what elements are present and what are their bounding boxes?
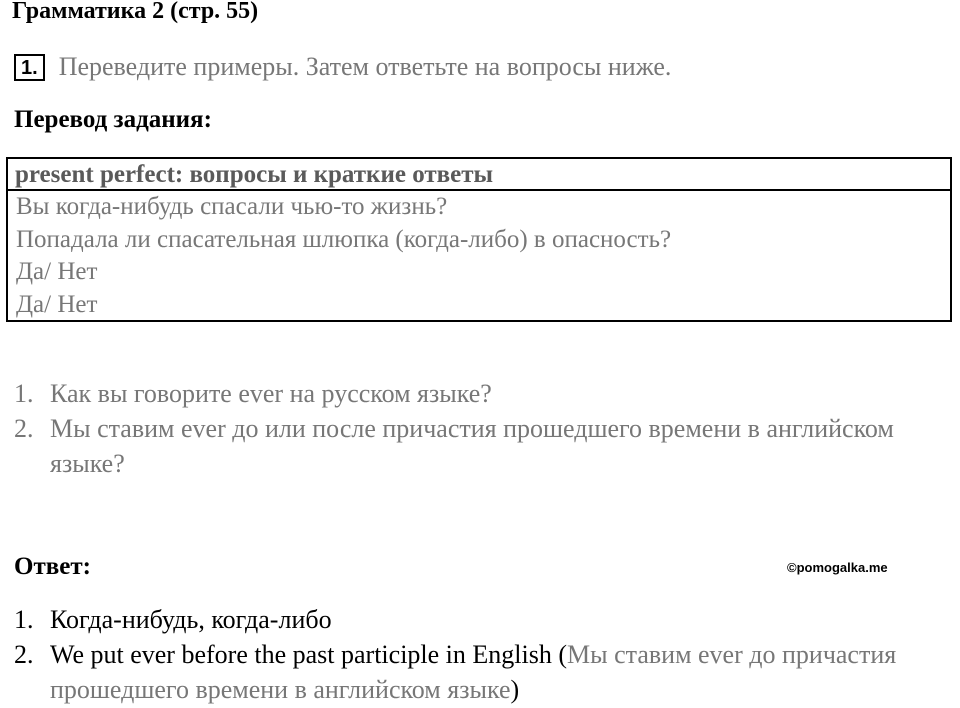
page-title: Грамматика 2 (стр. 55) — [12, 0, 259, 24]
grammar-box-line: Да/ Нет — [16, 290, 98, 318]
question-number: 2. — [14, 414, 34, 443]
watermark: ©pomogalka.me — [787, 560, 888, 575]
answer-main-text: We put ever before the past participle in English — [50, 640, 559, 669]
grammar-box-body — [8, 191, 950, 321]
questions-list — [14, 376, 914, 481]
list-item — [14, 376, 914, 411]
task-row — [14, 52, 671, 82]
answers-list — [14, 602, 954, 707]
grammar-box-line: Да/ Нет — [16, 258, 98, 285]
grammar-box-heading: present perfect: вопросы и краткие ответы — [8, 159, 950, 191]
question-number: 1. — [14, 379, 34, 408]
list-item — [14, 602, 954, 637]
question-text: Как вы говорите ever на русском языке? — [50, 379, 492, 408]
task-instruction: Переведите примеры. Затем ответьте на вопросы ниже. — [58, 52, 672, 81]
translation-heading: Перевод задания: — [14, 106, 212, 133]
grammar-box-line: Попадала ли спасательная шлюпка (когда-либо) в опасность? — [16, 225, 672, 253]
task-number-badge: 1. — [14, 54, 45, 81]
answer-text — [50, 637, 954, 707]
answer-number: 2. — [14, 640, 34, 669]
answer-heading: Ответ: — [14, 553, 91, 580]
answer-paren-open: ( — [558, 640, 568, 669]
answer-text — [50, 602, 332, 637]
answer-paren-close: ) — [510, 675, 520, 704]
answer-main-text: Когда-нибудь, когда-либо — [50, 605, 332, 634]
grammar-box-line: Вы когда-нибудь спасали чью-то жизнь? — [16, 193, 448, 220]
list-item — [14, 637, 954, 707]
answer-number: 1. — [14, 605, 34, 634]
answer-translation: Мы ставим ever до причастия прошедшего времени в английском языке — [50, 640, 897, 704]
grammar-box — [6, 157, 952, 322]
list-item — [14, 411, 914, 481]
question-text: Мы ставим ever до или после причастия прошедшего времени в английском языке? — [50, 414, 894, 478]
